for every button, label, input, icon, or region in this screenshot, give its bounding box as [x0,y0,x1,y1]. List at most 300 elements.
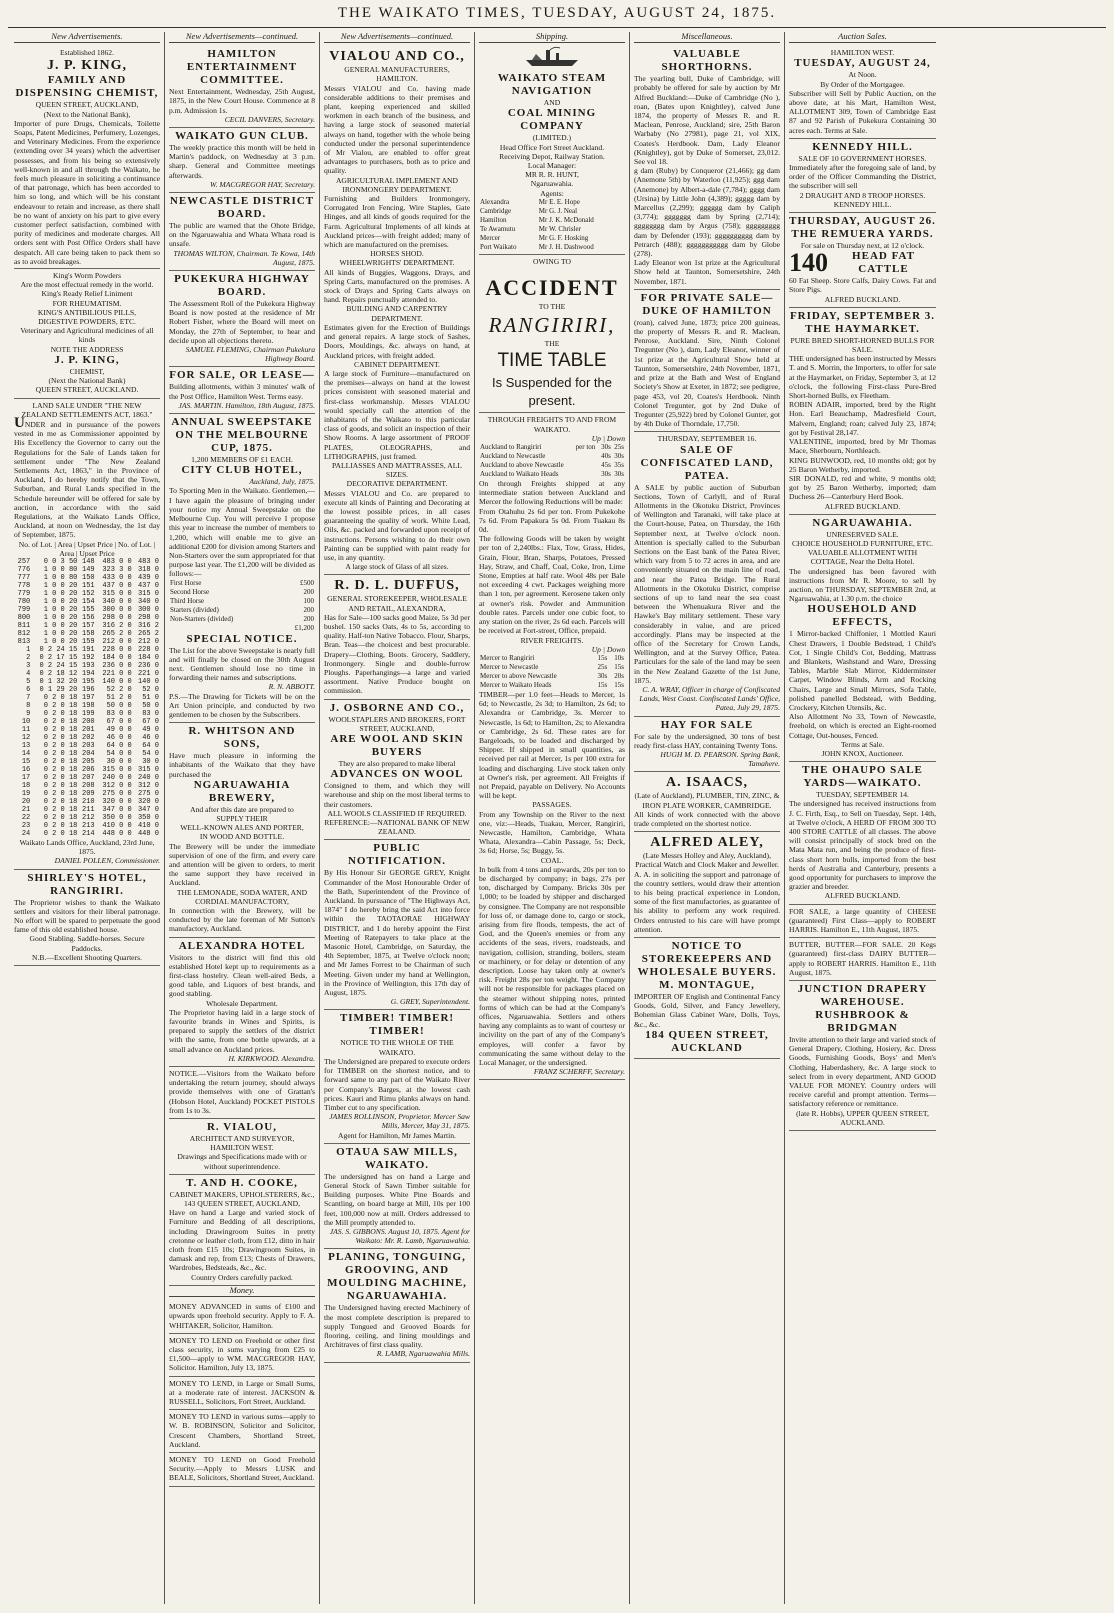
table-cell: 214 [82,829,95,838]
ad-title: FOR SALE, OR LEASE— [169,369,315,382]
table-row [14,814,160,822]
address-line: QUEEN STREET, AUCKLAND. [35,385,139,395]
table-row [14,670,160,678]
ad-body: Also Allotment No 33, Town of Newcastle, freehold, on which is erected an Eight-roomed Cottage, Out-houses, Fenced. [789,712,936,740]
ad-body: The public are warned that the Ohote Bridge, on the Ngaruawahia and Whata Whata road is unsafe. [169,221,315,249]
ad-body: A large stock of Furniture—manufactured on the premises—always on hand at the lowest prices consistent with seasoned material and first-class workmanship. Messrs VIALOU would specially call the attention of the inhabitants of the Waikato to this particular class of goods, and solicit an inspection of their Show Rooms. A large assortment of PROOF PLATES, OLEOGRAPHS, and LITHOGRAPHS, just framed. [324,368,470,461]
table-cell: 0 2 0 18 [43,789,78,798]
ad-body: On through Freights shipped at any intermediate station between Auckland and Mercer the following Reductions will be made: [479,479,625,507]
table-cell: 298 0 [137,613,159,622]
signature: ALFRED BUCKLAND. [824,501,901,511]
table-cell: 340 0 0 [102,597,132,606]
signature: JAMES ROLLINSON, Proprietor. Mercer Saw Mills, Mercer, May 31, 1875. [329,1112,470,1131]
table-cell: 1 0 0 20 [43,637,78,646]
table-row [479,470,625,479]
aley-ad [634,832,780,938]
column-head: Miscellaneous. [634,32,780,43]
date-line: Auckland, July, 1875. [249,477,315,487]
table-cell: 52 2 0 [106,685,132,694]
table-cell: 236 0 [137,661,159,670]
ngaruawahia-sale [789,515,936,762]
ad-body: The List for the above Sweepstake is nearly full and will finally be closed on the 30th August next. Gentlemen should lose no time in forwarding their names and subscriptions. [169,645,315,683]
shirley-hotel-ad [14,870,160,966]
hay-sale-ad [634,717,780,773]
product-line: King's Worm Powders [52,271,122,281]
table-cell: 15s [614,662,624,671]
table-cell: 150 [82,573,95,582]
table-cell: 83 0 [142,709,159,718]
ad-body: IMPORTER OF English and Continental Fancy Goods, Gold, Silver, and Fancy Jewellery, Bohemian Glass Cabinet Ware, Dolls, Toys, &c., &c. [634,992,780,1029]
table-cell: 221 0 [137,669,159,678]
table-row [14,630,160,638]
table-cell: 350 0 0 [102,813,132,822]
ad-subtitle: FAMILY AND DISPENSING CHEMIST, [15,74,159,100]
ad-title: ANNUAL SWEEPSTAKE ON THE MELBOURNE CUP, 1875. [171,416,313,455]
table-head: Up | Down [591,433,625,443]
table-cell: 0 2 0 18 [43,781,78,790]
ad-title: THE REMUERA YARDS. [791,228,934,241]
ad-body: The yearling bull, Duke of Cambridge, will probably be offered for sale by auction by Mr Alfred Buckland:—Duke of Cambridge (No ), roan, (Bates upon Knightley), calved June 1874, the property of Messrs R. and R. Maclean, Penrose, Auckland; sire, 25th Baron Warbaby (No 27981), page 21, vol XIX, Coates's Herdbook. Dam, Lady Eleanor (Knightley), got by Duke of Somerset, 23,012. See vol 18. [634,74,780,167]
sweepstake-ad [169,414,315,723]
table-cell: 439 0 [137,573,159,582]
table-cell: 17 [21,773,31,782]
table-cell: 0 2 18 12 [39,669,78,678]
table-cell: 4 [26,669,31,678]
ad-body: Consigned to them, and which they will warehouse and ship on the most liberal terms to their customers. [324,781,470,809]
table-cell: 448 0 [137,829,159,838]
table-cell: 212 0 [137,637,159,646]
table-row [479,207,625,216]
ad-body: TIMBER—per 1.0 feet—Heads to Mercer, 1s 6d; to Newcastle, 2s 3d; to Hamilton, 2s 6d; to Alexandra or Cambridge, 3s. Mercer to Newcastle, 1s 6d; to Hamilton, 2s; to Alexandra or Cambridge, 2s 6d. These rates are for Bargeloads, to be loaded and discharged by Shipper. If shipped in small quantities, as received per rail at Mercer, 1s per 100 extra for loading and discharging. Live stock taken only at Owner's risk, per agreement. All Freights if not Prepaid, payable on Delivery. No Accounts will be kept. [479,689,625,801]
table-cell: 49 0 [142,725,159,734]
table-cell: 19 [21,789,31,798]
table-cell: 10 [21,717,31,726]
table-cell: 265 2 [137,629,159,638]
ad-title: J. OSBORNE AND CO., [329,701,465,714]
table-cell: 11 [21,725,31,734]
lease-ad [169,367,315,414]
column-head: Auction Sales. [789,32,936,43]
table-cell: 318 0 [137,565,159,574]
ad-subtitle: WOOLSTAPLERS AND BROKERS, FORT STREET, AUCKLAND, [328,714,466,733]
table-cell: 83 0 0 [106,709,132,718]
ad-body: ROBIN ADAIR, imported, bred by the Right Hon. Earl Beauchamp, Madresfield Court, Malvern, England; roan; calved July 23, 1874; got by Festival 28,147. [789,400,936,437]
table-cell: 30s [614,470,624,479]
gun-club-ad [169,128,315,193]
ad-section-title: CABINET DEPARTMENT. [354,359,440,369]
table-row [14,638,160,646]
table-cell: 200 [303,605,314,614]
ad-line: They are also prepared to make liberal [338,759,456,769]
table-cell: 54 0 [142,749,159,758]
date-heading: TUESDAY, AUGUST 24, [794,57,931,70]
table-cell: 158 [82,629,95,638]
ad-body: The undersigned has received instructions from J. C. Firth, Esq., to Sell on Tuesday, Sept. 14th, at Twelve o'clock, A HERD OF FROM 300 TO 400 STORE CATTLE of all classes. The above will consist principally of stock bred on the Mata Mata run, and being the produce of first-class short horn bulls, imported from the best herds of Australia and Canterbury, presents a good opportunity for purchasers to improve the grazier and breeder. [789,799,936,892]
ad-title: PUBLIC NOTIFICATION. [347,842,447,868]
office-line: Waikato Lands Office, Auckland, 23rd June, 1875. [19,837,155,857]
ad-line: Wholesale Department. [206,998,278,1008]
table-cell: 0 0 3 50 [43,557,78,566]
columns [10,32,1106,1604]
pistol-notice [169,1067,315,1119]
table-cell: Mr G. J. Neal [538,206,578,215]
table-cell: 40s [601,452,611,461]
cheese-ad [789,905,936,939]
ad-line: Terms at Sale. [840,739,885,749]
table-row [14,582,160,590]
table-cell: 1 [26,645,31,654]
vialou-architect-ad [169,1119,315,1175]
ad-body: Lady Eleanor won 1st prize at the Agricultural Show held at Taunton, Somersetshire, 24th November, 1871. [634,258,780,286]
table-cell: £500 [300,578,314,587]
table-row [14,798,160,806]
table-row [479,443,625,452]
money-ad [169,1334,315,1377]
product-sub: DIGESTIVE POWDERS, ETC. [38,317,136,327]
table-row [14,566,160,574]
table-cell: 236 0 0 [102,661,132,670]
table-cell: 45s [601,461,611,470]
table-cell: 1 0 0 20 [43,597,78,606]
ad-body: MONEY TO LEND on Good Freehold Security.—Apply to Messrs LUSK and BEALE, Solicitors, Shortland Street, Auckland. [169,1454,315,1483]
ad-title: TIMBER! TIMBER! TIMBER! [339,1012,455,1038]
column-1 [10,32,165,1604]
ad-body: The Proprietor wishes to thank the Waikato settlers and visitors for their liberal patronage. No effort will be spared to perpetuate the good fame of this old established house. [14,897,160,935]
table-cell: 51 2 0 [106,693,132,702]
table-cell: 30 0 [142,757,159,766]
ad-line: By Order of the Mortgagee. [820,79,905,89]
rushbrook-ad [789,981,936,1131]
ad-title: THE OHAUPO SALE YARDS—WAIKATO. [802,764,923,790]
table-cell: 12 [21,733,31,742]
ad-body: By His Honour Sir GEORGE GREY, Knight Commander of the Most Honourable Order of the Bath, Superintendent of the Province of Auckland. In pursuance of "The Highways Act, 1874" I do hereby bring the said Act into force within the TAOTAORAE HIGHWAY DISTRICT, and I do hereby appoint the First Meeting of Ratepayers to take place at the Masonic Hotel, Cambridge, on Saturday, the 4th September, 1875, at Twelve o'clock noon; and Mr James Forrest to be Chairman of such Meeting. Given under my hand at Wellington, in the Province of Wellington, this 17th day of August, 1875. [324,868,470,998]
ad-section-title: RIVER FREIGHTS. [520,635,584,645]
column-head: Shipping. [479,32,625,43]
lot-line: HEAD FAT CATTLE [852,250,915,276]
table-cell: Auckland to Waikato Heads [480,470,559,479]
product-line: King's Ready Relief Liniment [41,289,133,299]
ad-body: In connection with the Brewery, will be conducted by the late foreman of Mr Sutton's manufactory, Auckland. [169,905,315,934]
ad-subtitle: 1,200 MEMBERS OF £1 EACH. [191,455,293,465]
ad-body: MONEY TO LEND in various sums—apply to W. B. ROBINSON, Solicitor and Solicitor, Crescent Chambers, Shortland Street, Auckland. [169,1412,315,1449]
ad-section-title: THROUGH FREIGHTS TO AND FROM WAIKATO. [487,415,617,434]
ad-body: Next Entertainment, Wednesday, 25th August, 1875, in the New Court House. Commence at 8 p.m. Admission 1s. [169,87,315,115]
address-name: J. P. KING, [54,353,120,366]
table-cell: Auckland to Rangiriri [480,443,542,452]
table-cell: 156 [82,613,95,622]
table-cell: 159 [82,637,95,646]
lot-line: 2 DRAUGHT AND 8 TROOP HORSES. [799,190,926,200]
table-cell: 483 0 0 [102,557,132,566]
ad-body: A. A. in soliciting the support and patronage of the country settlers, would draw their attention to his being practical experience in London, some of the first manufactories, as guarantee of his ability to perform any work required. Orders entrusted to his care will have prompt attention. [634,869,780,934]
newcastle-board-ad [169,193,315,271]
table-cell: Auckland to above Newcastle [480,461,564,470]
ad-line: For sale on Thursday next, at 12 o'clock. [800,241,925,251]
table-row [14,822,160,830]
table-cell: 197 [82,693,95,702]
table-cell: 200 [82,717,95,726]
private-sale-ad [634,290,780,432]
table-row [14,702,160,710]
lot-table [14,558,160,838]
table-head: Up | Down [591,644,625,654]
address-line: 184 QUEEN STREET, AUCKLAND [645,1028,769,1054]
ad-line: Head Office Fort Street Auckland. [499,142,605,152]
ad-title: COAL MINING COMPANY [507,107,597,133]
table-cell [575,452,599,461]
date-heading: TUESDAY, SEPTEMBER 14. [816,790,909,800]
vialou-co-ad [324,46,470,575]
table-cell: 240 0 [137,773,159,782]
table-cell: Alexandra [480,197,510,206]
divider [14,268,160,269]
ad-title: OTAUA SAW MILLS, WAIKATO. [336,1145,458,1171]
column-head: New Advertisements. [14,32,160,43]
river-table [479,654,625,690]
table-cell: 483 0 [137,557,159,566]
signature: JOHN KNOX, Auctioneer. [821,748,904,758]
ad-body: The Undersigned are prepared to execute orders for TIMBER on the shortest notice, and to forward same to any part of the Waikato River per Company's Barges, at the lowest cash prices. Kauri and Rimu planks always on hand. Timber cut to any specification. [324,1056,470,1112]
table-cell: 195 [82,677,95,686]
freights-table [479,443,625,479]
masthead-rule [8,27,1106,28]
table-cell: 0 2 24 15 [39,645,78,654]
table-row [14,678,160,686]
ad-title: SPECIAL NOTICE. [186,632,298,645]
table-cell: Te Awamutu [480,224,516,233]
ad-line: At Noon. [848,70,877,80]
ad-body: MONEY ADVANCED in sums of £100 and upwards upon freehold security. Apply to F. A. WHITAKER, Solicitor, Hamilton. [169,1302,315,1330]
table-cell: Starters (divided) [170,605,219,614]
table-row [14,758,160,766]
ad-line: THE LEMONADE, SODA WATER, AND CORDIAL MANUFACTORY, [176,887,308,906]
ad-title: PLANING, TONGUING, GROOVING, AND MOULDING MACHINE, NGARUAWAHIA. [327,1251,467,1303]
table-row [479,672,625,681]
cooke-ad [169,1175,315,1286]
table-row [479,243,625,252]
ad-body: MONEY TO LEND, in Large or Small Sums, at a moderate rate of interest. JACKSON & RUSSELL, Solicitors, Fort Street, Auckland. [169,1378,315,1406]
ad-subtitle: NGARUAWAHIA BREWERY, [193,778,291,804]
table-cell: 0 2 0 18 [43,805,78,814]
table-cell: First Horse [170,578,202,587]
table-cell: 10s [614,653,624,662]
ad-line: AND [543,98,561,108]
table-cell: 50 0 [142,701,159,710]
table-cell: 1 0 0 20 [43,629,78,638]
ad-body: FOR SALE, a large quantity of CHEESE (guaranteed) First Class—apply to ROBERT HARRIS. Hamilton E., 11th August, 1875. [789,906,936,935]
signature: G. GREY, Superintendent. [390,997,470,1007]
ad-title: A. ISAACS, [666,775,748,791]
ad-title: VIALOU AND CO., [329,49,465,65]
ad-title: J. P. KING, [46,58,128,74]
table-cell: 203 [82,741,95,750]
table-cell: 0 2 0 18 [43,693,78,702]
table-cell: 437 0 0 [102,581,132,590]
table-cell: £1,200 [294,623,314,632]
table-cell: 776 [17,565,31,574]
ad-section-title: HORSES SHOD. [370,249,424,259]
table-cell: 350 0 [137,813,159,822]
table-cell: 312 0 0 [102,781,132,790]
table-cell: per ton [575,443,596,452]
column-2 [165,32,320,1604]
table-cell: 20s [614,671,624,680]
ad-title: SALE OF CONFISCATED LAND, PATEA. [640,443,774,482]
table-cell: 1 0 0 20 [43,589,78,598]
ad-line: SUPPLY THEIR [216,813,268,823]
table-cell: Mr E. E. Hope [538,197,580,206]
ad-body: From Otahuhu 2s 6d per ton. From Pukekohe 7s 6d. From Papakura 5s 0d. From Tuakau 8s 0d. [479,506,625,535]
table-cell: 316 2 0 [102,621,132,630]
ad-body: The Assessment Roll of the Pukekura Highway Board is now posted at the residence of Mr Robert Fisher, where the Board will meet on Monday, the 27th of September, to hear and decide upon all objections thereto. [169,299,315,345]
table-cell: 1 0 0 20 [43,621,78,630]
haymarket-sale [789,308,936,515]
table-cell: 0 2 24 15 [39,661,78,670]
ad-title: JUNCTION DRAPERY WAREHOUSE. [797,983,928,1009]
table-cell: 210 [82,797,95,806]
lot-number: 140 [789,248,828,278]
section-head: Money. [169,1286,315,1297]
table-cell: 149 [82,565,95,574]
hamilton-entertainment-ad [169,46,315,128]
signature: R. N. ABBOTT. [268,682,315,692]
ad-body: In bulk from 4 tons and upwards, 20s per ton to be discharged by company; in bags, 27s per ton, discharged by Company. Bricks 30s per 1,000; to be loaded by shipper and discharged by consignee. The Company are not responsible for loss of, or damage done to, cargo or stock, arising from fire floods, tempests, the act of God, and the Queen's enemies or from any accidents of the seas, rivers, roadsteads, and navigation, collision, stranding, boilers, steam or machinery, or for delay or detention of any description. Loose hay taken only at owner's risk. Freight 28s per ton weight. The Company will not be responsible for packages placed on the steamer without shipping notes, printed forms of which can be had at the Company's offices, Ngaruawahia. Settlers and others having any complaints as to want of courtesy or incivility on the part of any of the Company's employes, will confer a favor by communicating the same without delay to the Local Manager, or the undersigned. [479,864,626,1068]
table-cell [575,470,599,479]
column-6 [785,32,940,1604]
column-5 [630,32,785,1604]
table-cell: 315 0 0 [102,589,132,598]
table-cell: 410 0 [137,821,159,830]
shorthorns-ad [634,46,780,290]
ad-subtitle: VALUABLE ALLOTMENT WITH COTTAGE, Near the Delta Hotel. [807,548,918,567]
table-cell: 0 2 0 18 [43,765,78,774]
money-ad [169,1377,315,1411]
timber-ad [324,1010,470,1143]
ad-line: Drawings and Specifications made with or without superintendence. [177,1152,307,1171]
ad-body: A SALE by public auction of Suburban Sections, Town of Carlyll, and of Rural Allotments in the Okotuku District, Provinces of Wellington and Taranaki, will take place at the Court-house, Patea, on Thursday, the 16th September next, at Twelve o'clock noon. Attention is specially called to the Suburban Sections on the East bank of the Patea River, which vary from 5 to 72 acres in area, and are conveniently situated on the main line of road, and near the Patea Bridge. The Rural Allotments in the Okotuku District, comprise sections of up to land near the sea coast between the Whenuakura River and the Hawke's Bay military settlement. These vary considerably in value, and are priced accordingly. Plans may be inspected at the office of the Secretary for Crown Lands, Wellington, and at the Survey Office, Patea. Particulars for the sale of the land may be seen in the New Zealand Gazette of the 1st June, 1875. [634,482,780,685]
table-row [169,588,315,597]
kennedy-hill-sale [789,139,936,213]
butter-ad [789,938,936,981]
ad-body: To Sporting Men in the Waikato. Gentlemen,—I have again the pleasure of bringing under your notice my Annual Sweepstake on the Melbourne Cup. You will perceive I propose this year to increase the number of members to 1,200, which will enable me to give an additional £200 for division among Starters and Non-Starters over the sum appropriated for that purpose last year. The £1,200 will be divided as follows:— [169,486,315,579]
table-cell: 228 0 [137,645,159,654]
table-cell: 140 0 [137,677,159,686]
table-cell: 0 1 32 20 [39,677,78,686]
table-row [479,234,625,243]
table-row [14,646,160,654]
ad-body: Furnishing and Builders Ironmongery, Corrugated Iron Fencing, Wire Staples, Gate Hinges, and all kinds of goods required for the Farm. Agricultural Implements of all kinds at Auckland prices—with freight added; many of which are manufactured on the premises. [324,194,470,250]
table-cell: Mercer [480,233,501,242]
ad-subtitle: CABINET MAKERS, UPHOLSTERERS, &c., 143 QUEEN STREET, AUCKLAND, [169,1189,315,1209]
address-line: CHEMIST, [69,366,105,376]
hamilton-west-sale [789,46,936,139]
table-cell: 780 [17,597,31,606]
table-cell: 275 0 0 [102,789,132,798]
ad-body: The weekly practice this month will be held in Martin's paddock, on Wednesday at 3 p.m. sharp. General and Committee meetings afterwards. [169,143,315,180]
table-row [479,461,625,470]
table-cell: 155 [82,605,95,614]
table-cell: 312 0 [137,781,159,790]
ad-body: The Proprietor having laid in a large stock of favourite brands in Wines and Spirits, is prepared to supply the settlers of the district with the same, from one bottle upwards, at a small advance on Auckland prices. [169,1007,315,1054]
table-cell: 257 [17,557,31,566]
table-cell: Auckland to Newcastle [480,452,546,461]
table-cell: 52 0 [142,685,159,694]
product-sub: Veterinary and Agricultural medicines of all kinds [20,326,154,345]
table-head: No. of Lot. | Area | Upset Price | No. of Lot. | Area | Upset Price [18,539,156,558]
table-cell: 0 2 0 18 [43,797,78,806]
product-sub: FOR RHEUMATISM. [52,298,122,308]
table-cell: 221 0 0 [102,669,132,678]
ad-title: R. WHITSON AND SONS, [188,725,296,751]
table-cell: Port Waikato [480,242,517,251]
table-cell: Mr J. H. Dashwood [538,242,594,251]
ad-line: Local Manager: [527,161,577,171]
ad-body: For sale by the undersigned, 30 tons of best ready first-class HAY, containing Twenty Tons. [634,731,780,750]
table-cell: 0 2 0 18 [43,829,78,838]
table-row [14,694,160,702]
ad-line: Country Orders carefully packed. [191,1272,293,1282]
manager-name: MR R. R. HUNT, [525,170,579,180]
table-cell: Second Horse [170,587,210,596]
ad-line: A large stock of Glass of all sizes. [345,562,449,572]
table-cell: 67 0 [142,717,159,726]
public-notification [324,840,470,1010]
money-ad [169,1453,315,1487]
table-cell: Third Horse [170,596,205,605]
pedigree: g dam (Ruby) by Conqueror (21,466); gg dam (Anemone 5th) by Waterloo (11,925); ggg dam (Anemone) by Albert-a-dale (7,784); gggg dam (Ursina) by Little John (4,389); ggggg dam by Marcellus (2,299); gggggg dam by Caliph (3,774); ggggggg dam by Spring (2,714); gggggggg dam by Argus (758); ggggggggg dam by Defender (193); gggggggggg dam by Petrarch (488); ggggggggggg dam by Globe (278). [634,166,780,259]
table-cell: 323 3 0 [102,565,132,574]
table-cell: 201 [82,725,95,734]
ad-line: TO THE [538,302,566,312]
ad-body: From any Township on the River to the next one, viz:—Heads, Tuakau, Mercer, Rangiriri, Newcastle, Hamilton, Cambridge, Whata Whata, Alexandra—Cabin Passage, 5s; Deck, 3s 6d; Horse, 5s; Buggy, 5s. [479,809,625,856]
ad-line: Good Stabling. Saddle-horses. Secure Paddocks. [29,934,145,953]
table-cell: Mr W. Chrisler [538,224,581,233]
table-row [169,579,315,588]
table-row [14,598,160,606]
table-cell: 315 0 [137,765,159,774]
address-line: (late R. Hobbs), UPPER QUEEN STREET, AUCKLAND. [796,1108,929,1127]
table-cell: 0 2 0 18 [43,733,78,742]
ad-title: KENNEDY HILL. [812,140,913,153]
table-row [14,726,160,734]
table-cell: 209 [82,789,95,798]
ad-body: All kinds of Buggies, Waggons, Drays, and Spring Carts, manufactured on the premises. A stock of Drays and Spring Carts always on hand. Repairs punctually attended to. [324,267,470,305]
table-row [479,452,625,461]
table-row [169,597,315,606]
table-cell: 50 0 0 [106,701,132,710]
table-cell: 46 0 [142,733,159,742]
steam-navigation-ad [479,70,625,1080]
ad-line: N.B.—Excellent Shooting Quarters. [32,952,142,962]
ad-line: Agents: [540,188,564,198]
ad-body: 60 Fat Sheep. Store Calfs, Dairy Cows. Fat and Store Pigs. [789,276,936,295]
signature: C. A. WRAY, Officer in charge of Confiscated Lands, West Coast. Confiscated Lands' Office, Patea, July 29, 1875. [639,684,780,713]
table-cell: 202 [82,733,95,742]
table-cell: 30s [614,452,624,461]
table-cell: 148 [82,557,95,566]
table-cell: 184 0 [137,653,159,662]
column-head: New Advertisements—continued. [169,32,315,43]
table-cell: 1 0 0 20 [43,581,78,590]
table-row [479,654,625,663]
table-cell: 9 [26,709,31,718]
table-row [169,615,315,624]
product-sub: Are the most effectual remedy in the world. [20,280,154,290]
ad-body: KING BUNWOOD, red, 10 months old; got by 25 Baron Wetherby, imported. [789,455,936,474]
steamship-icon [522,46,582,68]
table-cell: 15 [21,757,31,766]
table-row [479,216,625,225]
